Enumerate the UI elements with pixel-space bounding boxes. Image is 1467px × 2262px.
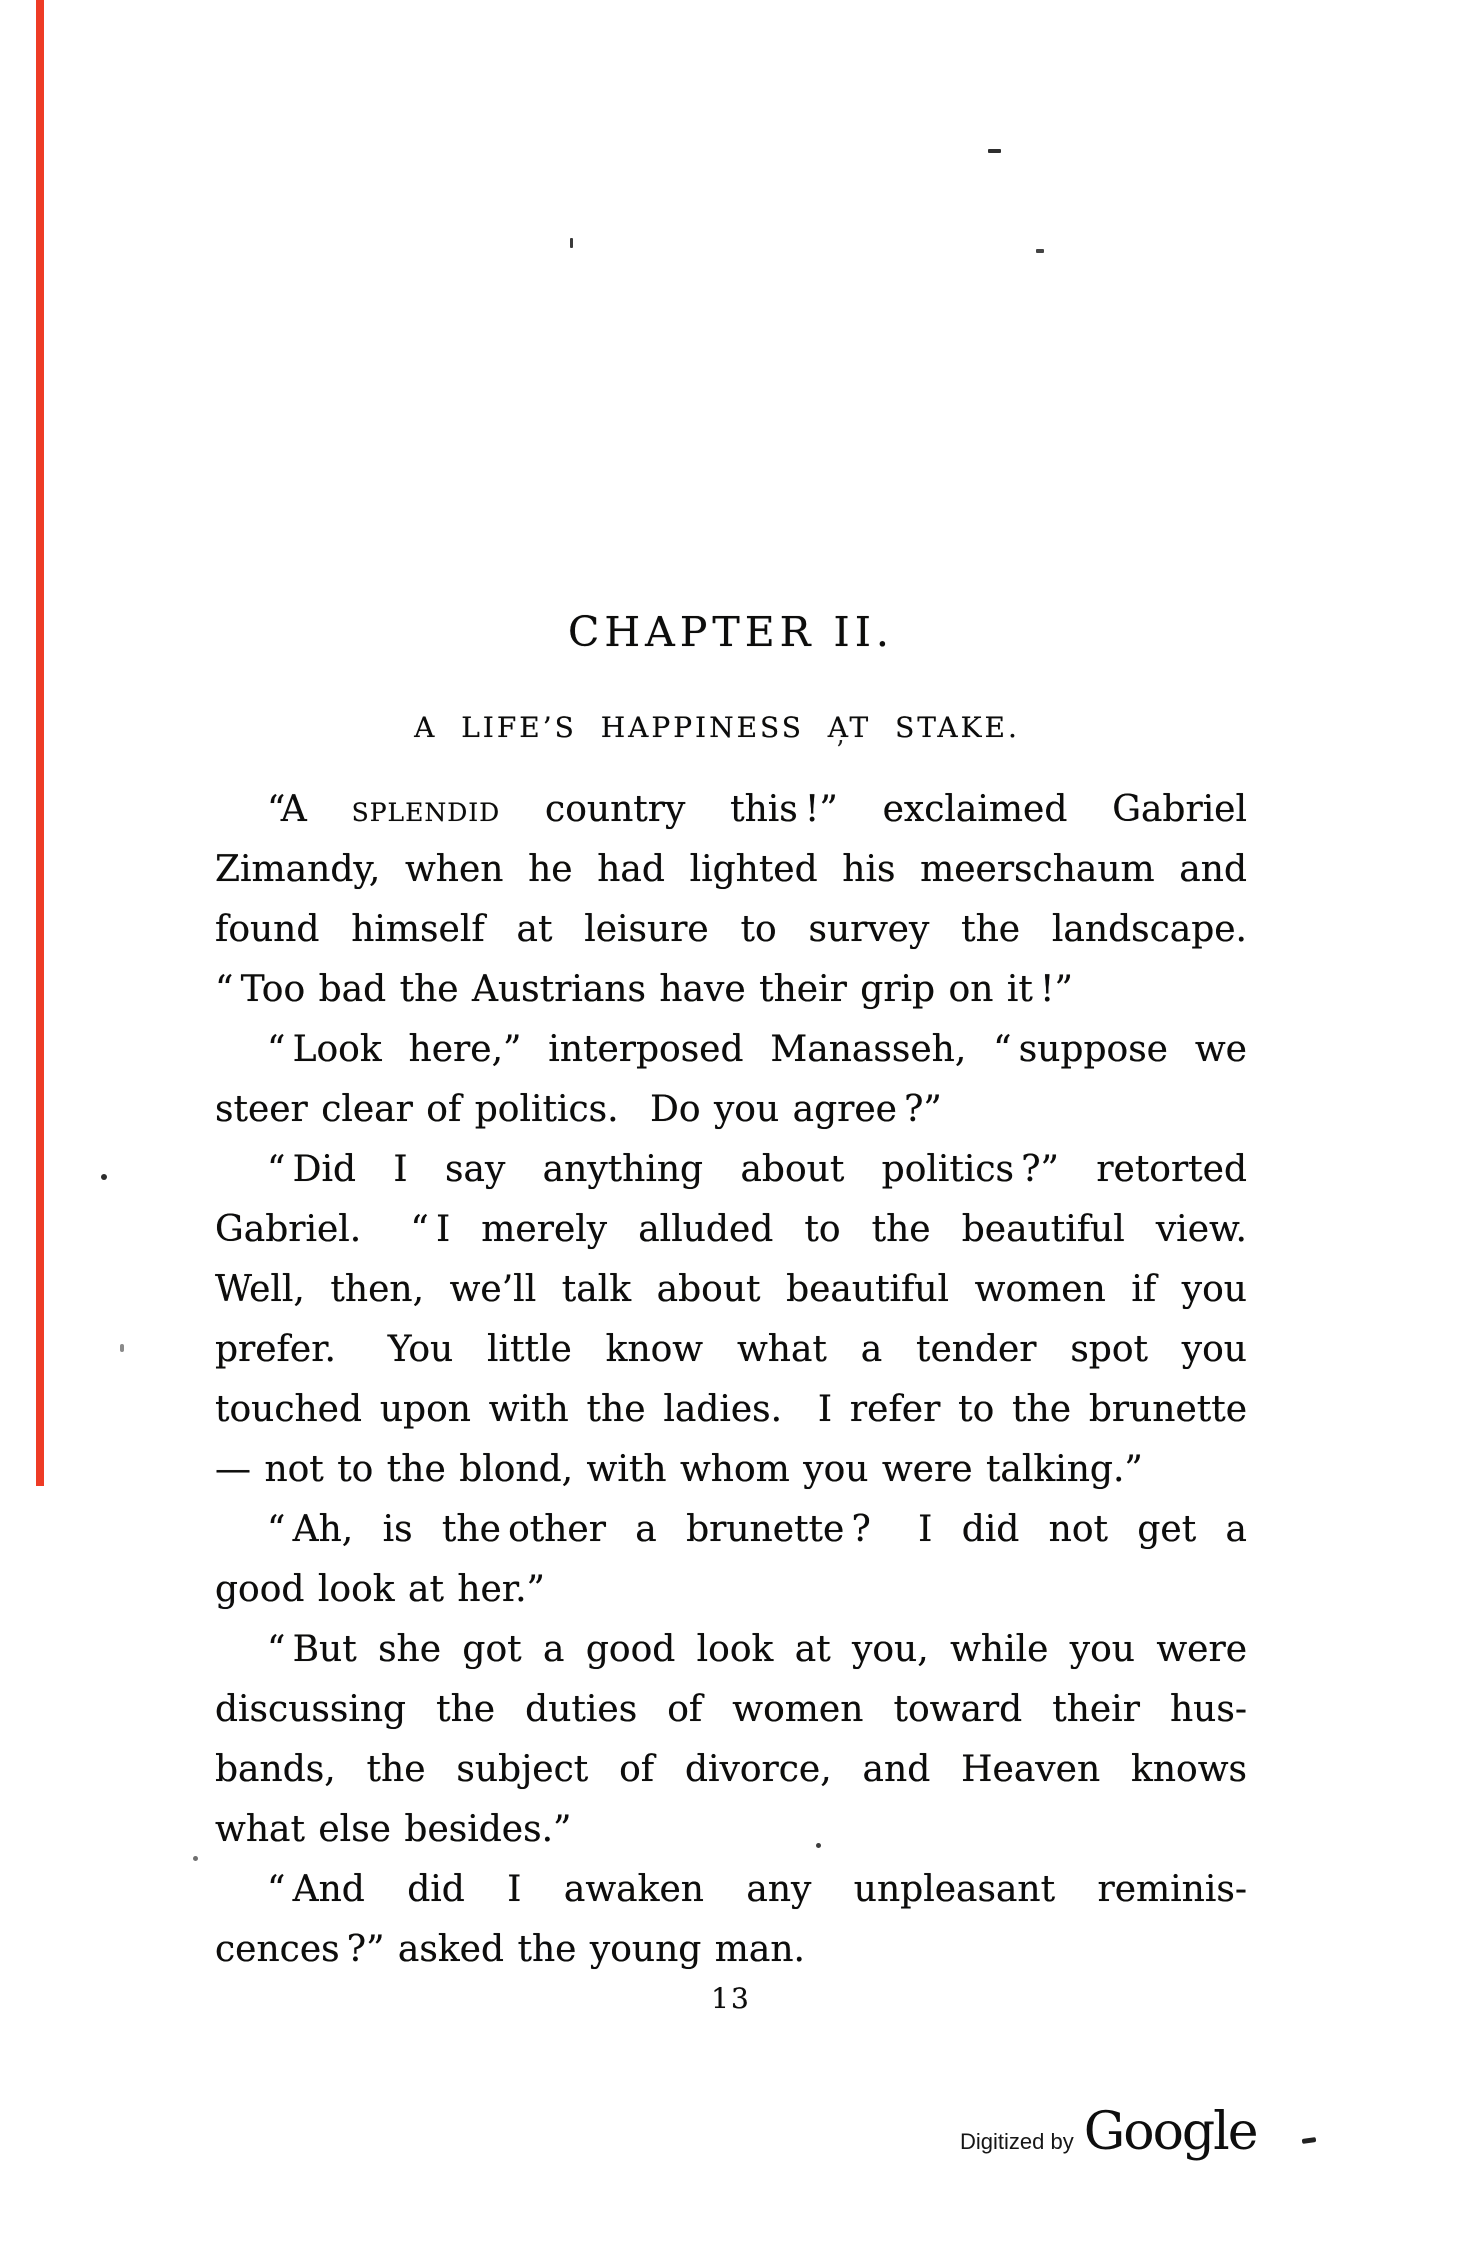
paragraph <box>215 1620 1247 1860</box>
paragraph <box>215 1140 1247 1500</box>
text-segment: country this !” exclaimed Gabriel <box>500 789 1247 830</box>
text-line: found himself at leisure to survey the landscape. <box>215 909 1247 950</box>
text-line: “ Look here,” interposed Manasseh, “ suppose we <box>267 1029 1247 1070</box>
text-line: “ Too bad the Austrians have their grip on it !” <box>215 969 1073 1010</box>
text-line: Well, then, we’ll talk about beautiful women if you <box>215 1269 1247 1310</box>
paragraph <box>215 1500 1247 1620</box>
text-line: touched upon with the ladies. I refer to the brunette <box>215 1389 1247 1430</box>
scan-speck <box>988 149 1001 153</box>
digitized-by-label: Digitized by <box>960 2129 1074 2154</box>
scan-speck <box>101 1174 107 1180</box>
paragraph <box>215 1020 1247 1140</box>
scan-edge-line <box>36 0 44 1486</box>
text-line: bands, the subject of divorce, and Heaven knows <box>215 1749 1247 1790</box>
text-line: discussing the duties of women toward their hus- <box>215 1689 1247 1730</box>
digitization-credit <box>960 2102 1257 2162</box>
text-line: good look at her.” <box>215 1569 545 1610</box>
text-line: prefer. You little know what a tender spot you <box>215 1329 1247 1370</box>
page-number: 13 <box>711 1982 751 2015</box>
body-text <box>215 780 1247 1980</box>
chapter-heading: CHAPTER II. <box>568 608 894 656</box>
scan-speck: ’ <box>836 736 845 766</box>
paragraph <box>215 1860 1247 1980</box>
scan-speck <box>120 1344 124 1352</box>
scan-speck <box>1036 249 1044 253</box>
text-line: what else besides.” <box>215 1809 572 1850</box>
paragraph <box>215 780 1247 1020</box>
text-line: “ And did I awaken any unpleasant reminis- <box>267 1869 1247 1910</box>
text-line: “ But she got a good look at you, while you were <box>267 1629 1247 1670</box>
text-line: “ Ah, is the other a brunette ? I did not get a <box>267 1509 1247 1550</box>
smallcaps-text: splendid <box>351 789 501 830</box>
text-line <box>215 780 1247 840</box>
chapter-subtitle: A LIFE’S HAPPINESS AT STAKE. <box>414 711 1020 744</box>
text-line: Gabriel. “ I merely alluded to the beautiful view. <box>215 1209 1247 1250</box>
google-logo: Google <box>1083 2102 1257 2162</box>
scan-speck <box>570 238 573 248</box>
text-line: “ Did I say anything about politics ?” retorted <box>267 1149 1247 1190</box>
scan-speck <box>1302 2137 1317 2144</box>
text-line: cences ?” asked the young man. <box>215 1929 805 1970</box>
text-line: steer clear of politics. Do you agree ?” <box>215 1089 942 1130</box>
scan-speck <box>193 1856 198 1861</box>
text-line: Zimandy, when he had lighted his meerschaum and <box>215 849 1247 890</box>
text-segment: “A <box>267 789 352 830</box>
text-line: — not to the blond, with whom you were talking.” <box>215 1449 1143 1490</box>
